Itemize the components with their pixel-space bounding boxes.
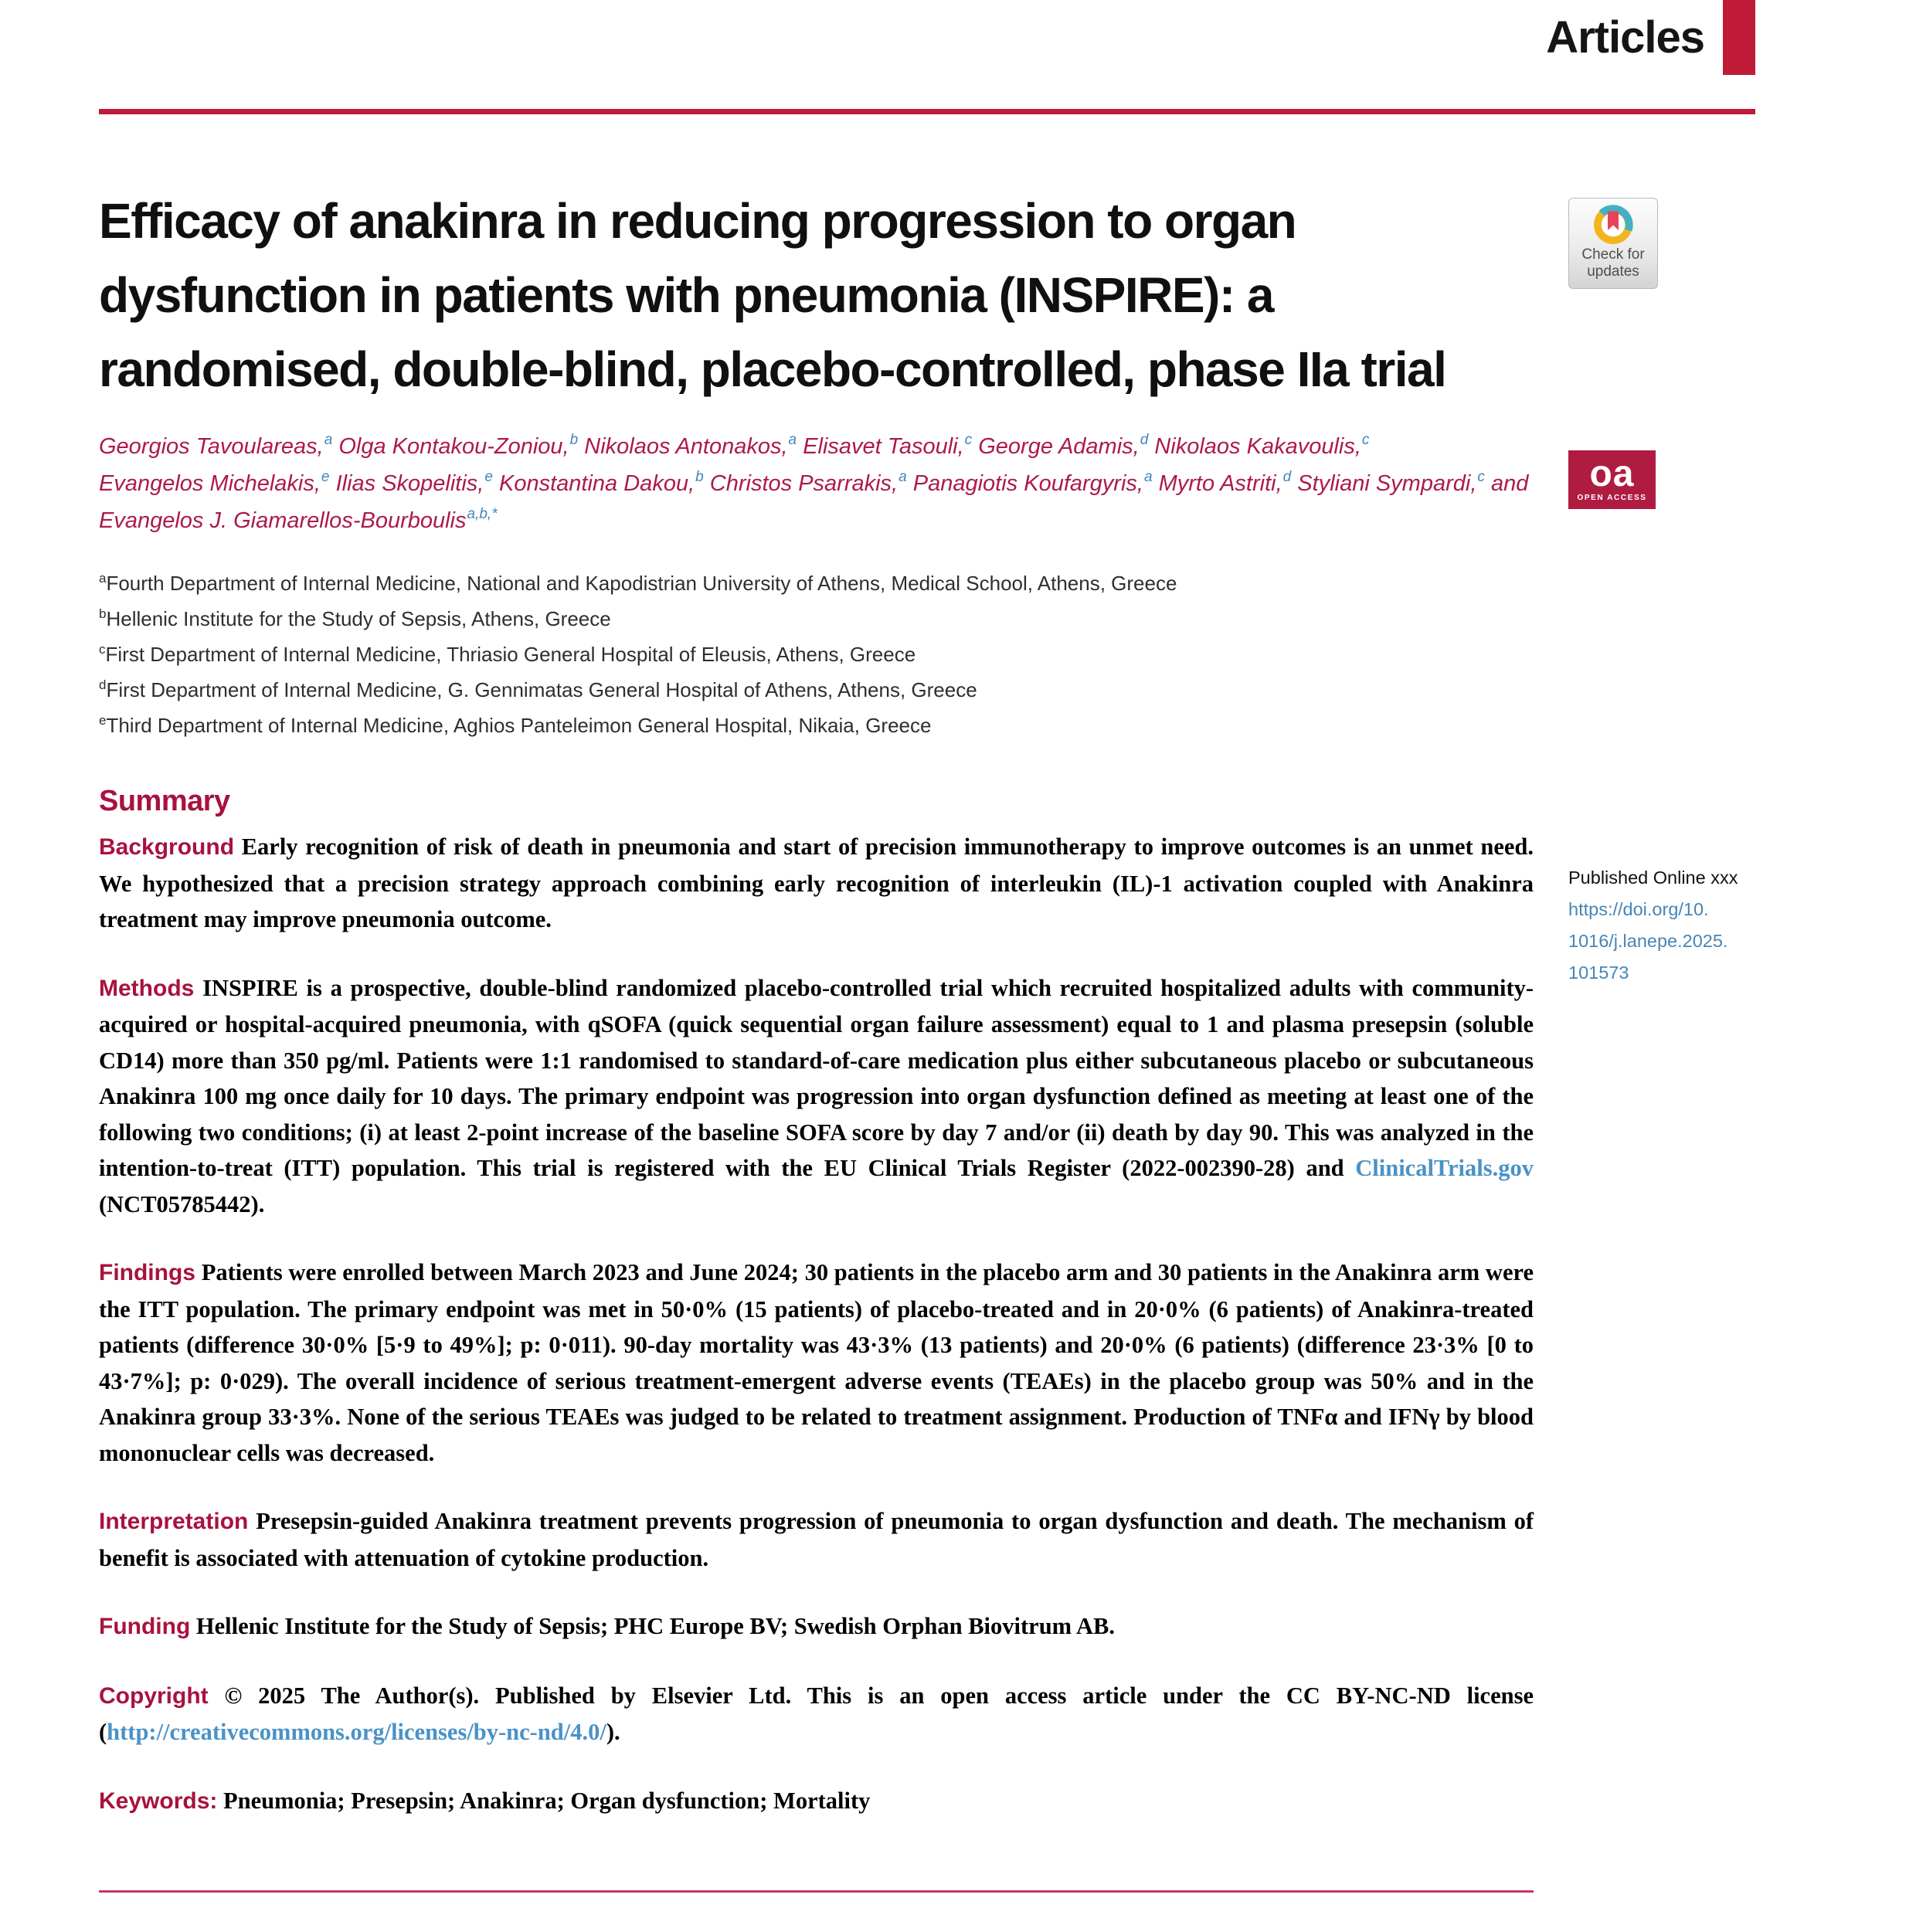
author-name: George Adamis, — [978, 434, 1140, 459]
doi-link-line[interactable]: 1016/j.lanepe.2025. — [1568, 931, 1728, 951]
summary-paragraph-label: Background — [99, 834, 235, 860]
masthead — [99, 0, 1755, 75]
summary-paragraph — [99, 829, 1534, 938]
affiliation-item — [99, 638, 1534, 674]
summary-paragraph-label: Funding — [99, 1614, 191, 1639]
author-name: and — [1490, 471, 1529, 496]
affiliation-superscript: d — [99, 677, 107, 692]
summary-paragraph — [99, 970, 1534, 1223]
affiliation-text: First Department of Internal Medicine, Thriasio General Hospital of Eleusis, Athens, Greece — [105, 643, 916, 666]
author-name: Styliani Sympardi, — [1297, 471, 1477, 496]
doi-link-line[interactable]: https://doi.org/10. — [1568, 899, 1709, 919]
author-line — [99, 467, 1534, 504]
author-list — [99, 430, 1534, 541]
affiliation-superscript: e — [99, 713, 107, 728]
author-superscript: b — [569, 432, 579, 448]
author-superscript: c — [964, 432, 973, 448]
main-column — [99, 184, 1534, 1819]
summary-text: © 2025 The Author(s). Published by Elsevier Ltd. This is an open access article under the CC BY-NC-ND license ( — [99, 1682, 1534, 1745]
author-superscript: a — [788, 432, 797, 448]
summary-paragraph-label: Interpretation — [99, 1509, 249, 1534]
article-title-line: dysfunction in patients with pneumonia (INSPIRE): a — [99, 267, 1273, 323]
summary-text: Patients were enrolled between March 2023 and June 2024; 30 patients in the placebo arm and 30 patients in the Anakinra arm were the ITT population. The primary endpoint was met in 50·0% (15 patients) of placebo-treated and in 20·0% (6 patients) of Anakinra-treated patients (difference 30·0% [5·9 to 49%]; p: 0·011). 90-day mortality was 43·3% (13 patients) and 20·0% (6 patients) (difference 23·3% [0 to 43·7%]; p: 0·029). The overall incidence of serious treatment-emergent adverse events (TEAEs) in the placebo group was 50% and in the Anakinra group 33·3%. None of the serious TEAEs was judged to be related to treatment assignment. Production of TNFα and IFNγ by blood mononuclear cells was decreased. — [99, 1259, 1534, 1466]
published-online-block — [1568, 862, 1761, 989]
author-superscript: c — [1477, 469, 1485, 485]
summary-text: (NCT05785442). — [99, 1190, 265, 1217]
author-name: Panagiotis Koufargyris, — [912, 471, 1143, 496]
affiliation-text: Fourth Department of Internal Medicine, National and Kapodistrian University of Athens, Medical School, Athens, Greece — [106, 572, 1177, 595]
summary-paragraph — [99, 1503, 1534, 1576]
author-line — [99, 504, 1534, 541]
affiliation-superscript: b — [99, 606, 107, 621]
author-name: Evangelos Michelakis, — [99, 471, 321, 496]
article-title-line: randomised, double-blind, placebo-controlled, phase IIa trial — [99, 341, 1446, 397]
summary-text: Pneumonia; Presepsin; Anakinra; Organ dysfunction; Mortality — [223, 1787, 871, 1814]
summary-text: Presepsin-guided Anakinra treatment prevents progression of pneumonia to organ dysfunction and death. The mechanism of benefit is associated with attenuation of cytokine production. — [99, 1508, 1534, 1571]
author-name: Konstantina Dakou, — [499, 471, 695, 496]
affiliation-superscript: c — [99, 642, 106, 657]
author-line — [99, 430, 1534, 467]
doi-link-line[interactable]: 101573 — [1568, 963, 1629, 983]
author-superscript: a,b,* — [467, 506, 498, 522]
author-superscript: d — [1282, 469, 1292, 485]
author-name: Nikolaos Kakavoulis, — [1154, 434, 1361, 459]
author-name: Nikolaos Antonakos, — [584, 434, 788, 459]
author-superscript: d — [1140, 432, 1149, 448]
affiliation-list — [99, 567, 1534, 745]
summary-paragraph-label: Keywords: — [99, 1788, 218, 1814]
summary-text: ). — [606, 1719, 620, 1745]
summary-text: Early recognition of risk of death in pneumonia and start of precision immunotherapy to improve outcomes is an unmet need. We hypothesized that a precision strategy approach combining early recognition of interleukin (IL)-1 activation coupled with Anakinra treatment may improve pneumonia outcome. — [99, 834, 1534, 932]
check-badge-text-line2: updates — [1587, 263, 1639, 280]
author-name: Georgios Tavoulareas, — [99, 434, 324, 459]
author-name: Elisavet Tasouli, — [803, 434, 964, 459]
summary-text: Hellenic Institute for the Study of Sepsis; PHC Europe BV; Swedish Orphan Biovitrum AB. — [195, 1613, 1116, 1639]
summary-paragraph — [99, 1608, 1534, 1645]
affiliation-text: Third Department of Internal Medicine, Aghios Panteleimon General Hospital, Nikaia, Greece — [106, 714, 932, 737]
affiliation-item — [99, 567, 1534, 603]
check-badge-text-line1: Check for — [1581, 246, 1645, 263]
doi-link[interactable] — [1568, 894, 1761, 989]
summary-paragraph-label: Findings — [99, 1260, 195, 1285]
author-name: Myrto Astriti, — [1158, 471, 1282, 496]
summary-paragraph — [99, 1678, 1534, 1750]
open-access-badge — [1568, 450, 1656, 509]
summary-paragraph-label: Methods — [99, 975, 195, 1001]
check-for-updates-badge[interactable] — [1568, 198, 1658, 289]
summary-inline-link[interactable]: http://creativecommons.org/licenses/by-nc-nd/4.0/ — [107, 1719, 606, 1745]
article-title-line: Efficacy of anakinra in reducing progression to organ — [99, 193, 1296, 249]
author-name: Olga Kontakou-Zoniou, — [338, 434, 569, 459]
affiliation-item — [99, 603, 1534, 638]
published-online-text: Published Online xxx — [1568, 868, 1738, 888]
author-name: Evangelos J. Giamarellos-Bourboulis — [99, 508, 467, 533]
summary-paragraph-label: Copyright — [99, 1682, 209, 1709]
affiliation-item — [99, 674, 1534, 709]
section-label: Articles — [1546, 12, 1704, 63]
summary-paragraph — [99, 1783, 1534, 1820]
check-for-updates-icon — [1592, 203, 1635, 246]
author-superscript: a — [899, 469, 907, 485]
open-access-abbr: oa — [1589, 453, 1635, 494]
summary-heading: Summary — [99, 785, 230, 817]
affiliation-text: First Department of Internal Medicine, G. Gennimatas General Hospital of Athens, Athens, Greece — [106, 678, 977, 701]
summary-paragraph — [99, 1255, 1534, 1471]
author-superscript: b — [695, 469, 704, 485]
author-superscript: e — [321, 469, 330, 485]
author-superscript: c — [1361, 432, 1370, 448]
affiliation-text: Hellenic Institute for the Study of Sepsis, Athens, Greece — [106, 607, 611, 630]
top-rule — [99, 109, 1755, 114]
summary-paragraphs — [99, 829, 1534, 1819]
author-name: Ilias Skopelitis, — [335, 471, 484, 496]
article-title — [99, 184, 1534, 406]
masthead-red-block — [1723, 0, 1755, 75]
author-name: Christos Psarrakis, — [709, 471, 899, 496]
affiliation-superscript: a — [99, 571, 107, 586]
bottom-rule — [99, 1890, 1534, 1893]
author-superscript: a — [324, 432, 333, 448]
summary-text: INSPIRE is a prospective, double-blind randomized placebo-controlled trial which recruited hospitalized adults with community-acquired or hospital-acquired pneumonia, with qSOFA (quick sequential organ failure assessment) equal to 1 and plasma presepsin (soluble CD14) more than 350 pg/ml. Patients were 1:1 randomised to standard-of-care medication plus either subcutaneous placebo or subcutaneous Anakinra 100 mg once daily for 10 days. The primary endpoint was progression into organ dysfunction defined as meeting at least one of the following two conditions; (i) at least 2-point increase of the baseline SOFA score by day 7 and/or (ii) death by day 90. This was analyzed in the intention-to-treat (ITT) population. This trial is registered with the EU Clinical Trials Register (2022-002390-28) and — [99, 974, 1534, 1181]
author-superscript: a — [1143, 469, 1153, 485]
affiliation-item — [99, 709, 1534, 745]
open-access-label: OPEN ACCESS — [1577, 493, 1647, 502]
summary-inline-link[interactable]: ClinicalTrials.gov — [1355, 1155, 1534, 1181]
author-superscript: e — [484, 469, 493, 485]
